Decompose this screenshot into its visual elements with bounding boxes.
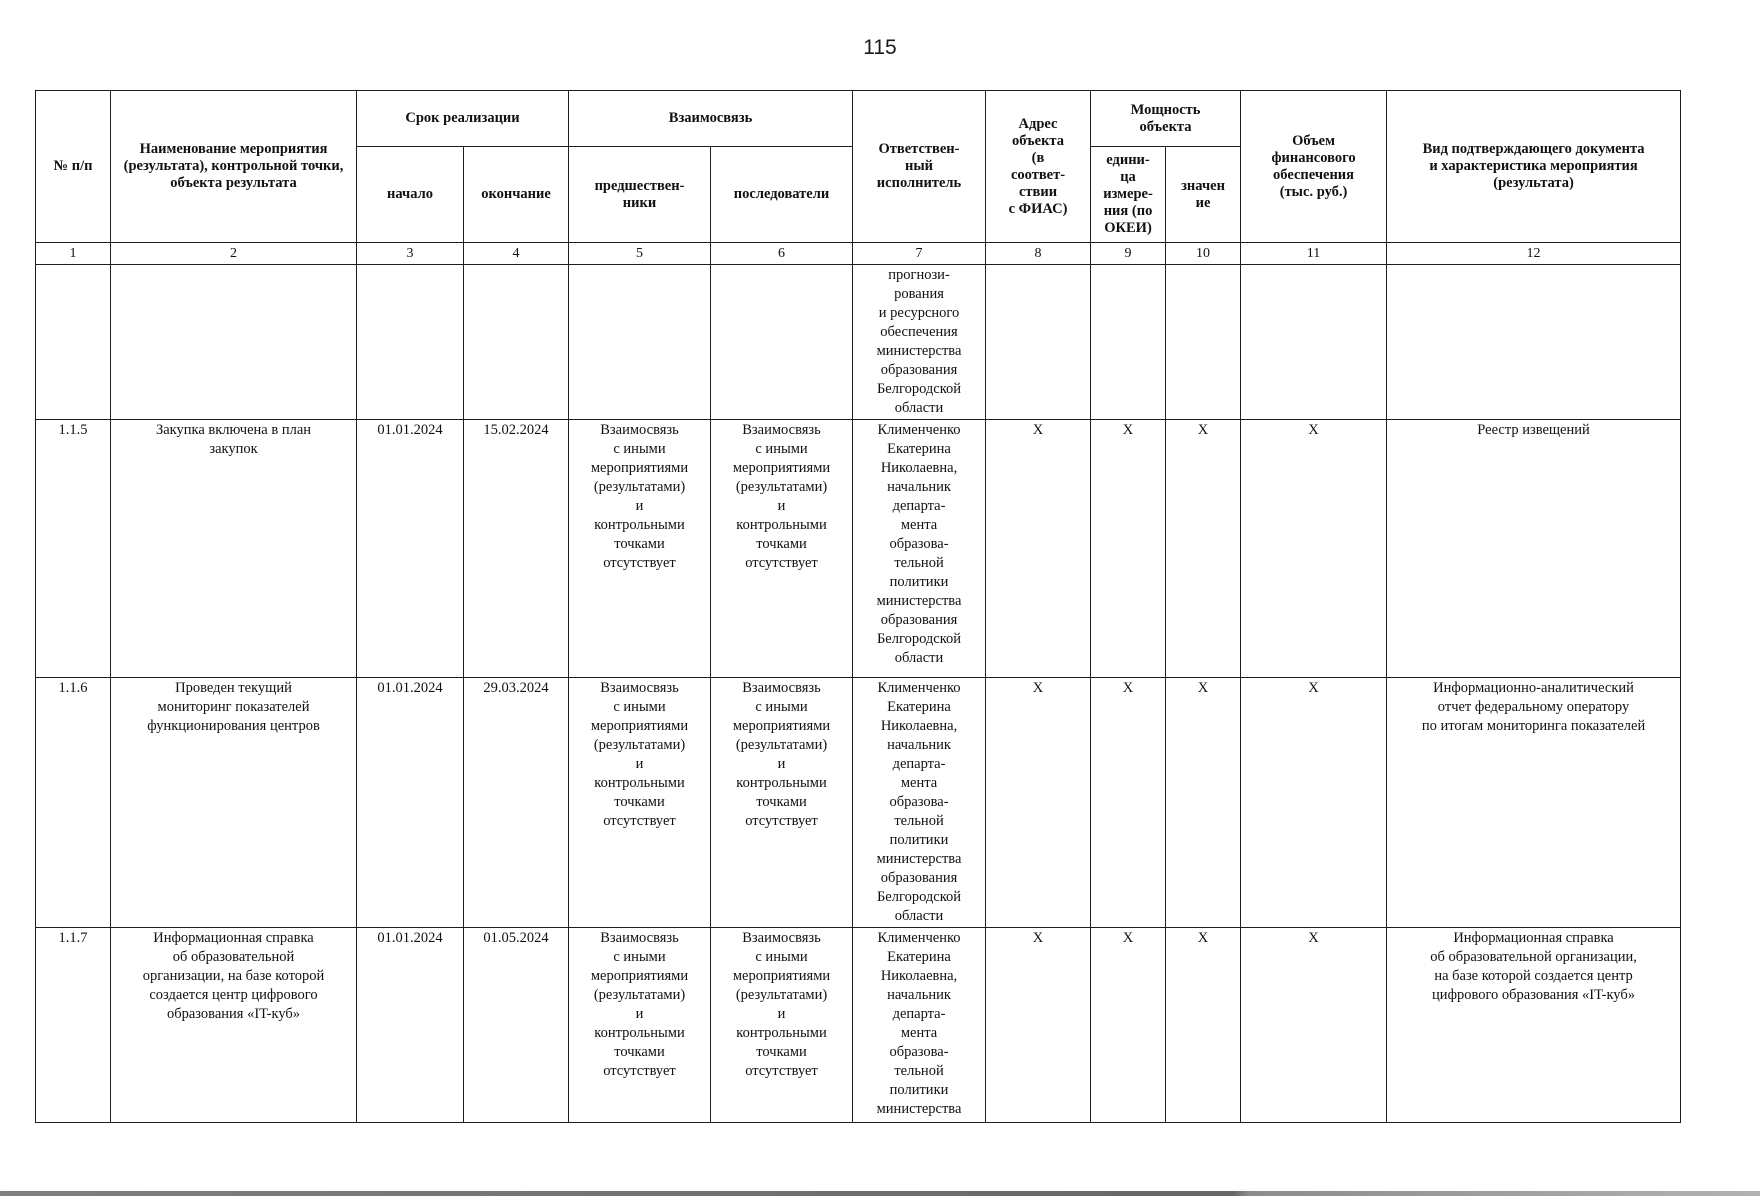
header-successors: последователи [711, 147, 853, 243]
cell-finance: X [1241, 678, 1387, 928]
column-number: 6 [711, 243, 853, 265]
cell-value: X [1166, 420, 1241, 678]
table-row-continuation [36, 265, 1681, 420]
table-row [36, 678, 1681, 928]
column-number: 8 [986, 243, 1091, 265]
cell-predecessors: Взаимосвязь с иными мероприятиями (результатами) и контрольными точками отсутствует [569, 678, 711, 928]
column-number: 4 [464, 243, 569, 265]
cell-name: Информационная справка об образовательной организации, на базе которой создается центр цифрового образования «IT-куб» [111, 928, 357, 1123]
header-finance: Объем финансового обеспечения (тыс. руб.) [1241, 91, 1387, 243]
cell-responsible: Клименченко Екатерина Николаевна, начальник департа- мента образова- тельной политики министерства образования Белгородской области [853, 678, 986, 928]
column-number: 11 [1241, 243, 1387, 265]
header-start: начало [357, 147, 464, 243]
cell-document: Реестр извещений [1387, 420, 1681, 678]
header-row-1 [36, 91, 1681, 147]
cell-start: 01.01.2024 [357, 420, 464, 678]
cell-name [111, 265, 357, 420]
header-predecessors: предшествен- ники [569, 147, 711, 243]
column-number: 7 [853, 243, 986, 265]
column-number-row [36, 243, 1681, 265]
cell-name: Проведен текущий мониторинг показателей функционирования центров [111, 678, 357, 928]
cell-responsible: Клименченко Екатерина Николаевна, начальник департа- мента образова- тельной политики министерства [853, 928, 986, 1123]
cell-document [1387, 265, 1681, 420]
table-row [36, 928, 1681, 1123]
column-number: 1 [36, 243, 111, 265]
cell-num: 1.1.5 [36, 420, 111, 678]
cell-value [1166, 265, 1241, 420]
cell-successors: Взаимосвязь с иными мероприятиями (результатами) и контрольными точками отсутствует [711, 678, 853, 928]
cell-num [36, 265, 111, 420]
header-link: Взаимосвязь [569, 91, 853, 147]
cell-unit: X [1091, 420, 1166, 678]
cell-document: Информационно-аналитический отчет федеральному оператору по итогам мониторинга показателей [1387, 678, 1681, 928]
cell-successors [711, 265, 853, 420]
header-address: Адрес объекта (в соответ- ствии с ФИАС) [986, 91, 1091, 243]
header-num: № п/п [36, 91, 111, 243]
column-number: 9 [1091, 243, 1166, 265]
cell-address: X [986, 678, 1091, 928]
cell-finance: X [1241, 420, 1387, 678]
cell-finance: X [1241, 928, 1387, 1123]
cell-responsible: Клименченко Екатерина Николаевна, начальник департа- мента образова- тельной политики министерства образования Белгородской области [853, 420, 986, 678]
cell-unit: X [1091, 928, 1166, 1123]
header-name: Наименование мероприятия (результата), контрольной точки, объекта результата [111, 91, 357, 243]
cell-predecessors [569, 265, 711, 420]
column-number: 10 [1166, 243, 1241, 265]
cell-successors: Взаимосвязь с иными мероприятиями (результатами) и контрольными точками отсутствует [711, 420, 853, 678]
cell-address: X [986, 928, 1091, 1123]
cell-responsible: прогнози- рования и ресурсного обеспечения министерства образования Белгородской области [853, 265, 986, 420]
cell-finance [1241, 265, 1387, 420]
header-unit: едини- ца измере- ния (по ОКЕИ) [1091, 147, 1166, 243]
column-number: 5 [569, 243, 711, 265]
header-term: Срок реализации [357, 91, 569, 147]
plan-table [35, 90, 1681, 1123]
cell-end: 15.02.2024 [464, 420, 569, 678]
cell-unit [1091, 265, 1166, 420]
header-value: значен ие [1166, 147, 1241, 243]
column-number: 12 [1387, 243, 1681, 265]
column-number: 3 [357, 243, 464, 265]
cell-predecessors: Взаимосвязь с иными мероприятиями (результатами) и контрольными точками отсутствует [569, 928, 711, 1123]
cell-num: 1.1.7 [36, 928, 111, 1123]
cell-start: 01.01.2024 [357, 928, 464, 1123]
cell-num: 1.1.6 [36, 678, 111, 928]
scan-edge-bar [0, 1191, 1760, 1196]
header-capacity: Мощность объекта [1091, 91, 1241, 147]
cell-end: 01.05.2024 [464, 928, 569, 1123]
cell-address [986, 265, 1091, 420]
cell-predecessors: Взаимосвязь с иными мероприятиями (результатами) и контрольными точками отсутствует [569, 420, 711, 678]
cell-value: X [1166, 928, 1241, 1123]
cell-document: Информационная справка об образовательной организации, на базе которой создается центр цифрового образования «IT-куб» [1387, 928, 1681, 1123]
header-document: Вид подтверждающего документа и характеристика мероприятия (результата) [1387, 91, 1681, 243]
cell-address: X [986, 420, 1091, 678]
page-number: 115 [863, 36, 897, 59]
header-end: окончание [464, 147, 569, 243]
cell-successors: Взаимосвязь с иными мероприятиями (результатами) и контрольными точками отсутствует [711, 928, 853, 1123]
cell-name: Закупка включена в план закупок [111, 420, 357, 678]
cell-start [357, 265, 464, 420]
cell-start: 01.01.2024 [357, 678, 464, 928]
column-number: 2 [111, 243, 357, 265]
table-row [36, 420, 1681, 678]
cell-value: X [1166, 678, 1241, 928]
cell-end [464, 265, 569, 420]
header-responsible: Ответствен- ный исполнитель [853, 91, 986, 243]
cell-unit: X [1091, 678, 1166, 928]
cell-end: 29.03.2024 [464, 678, 569, 928]
